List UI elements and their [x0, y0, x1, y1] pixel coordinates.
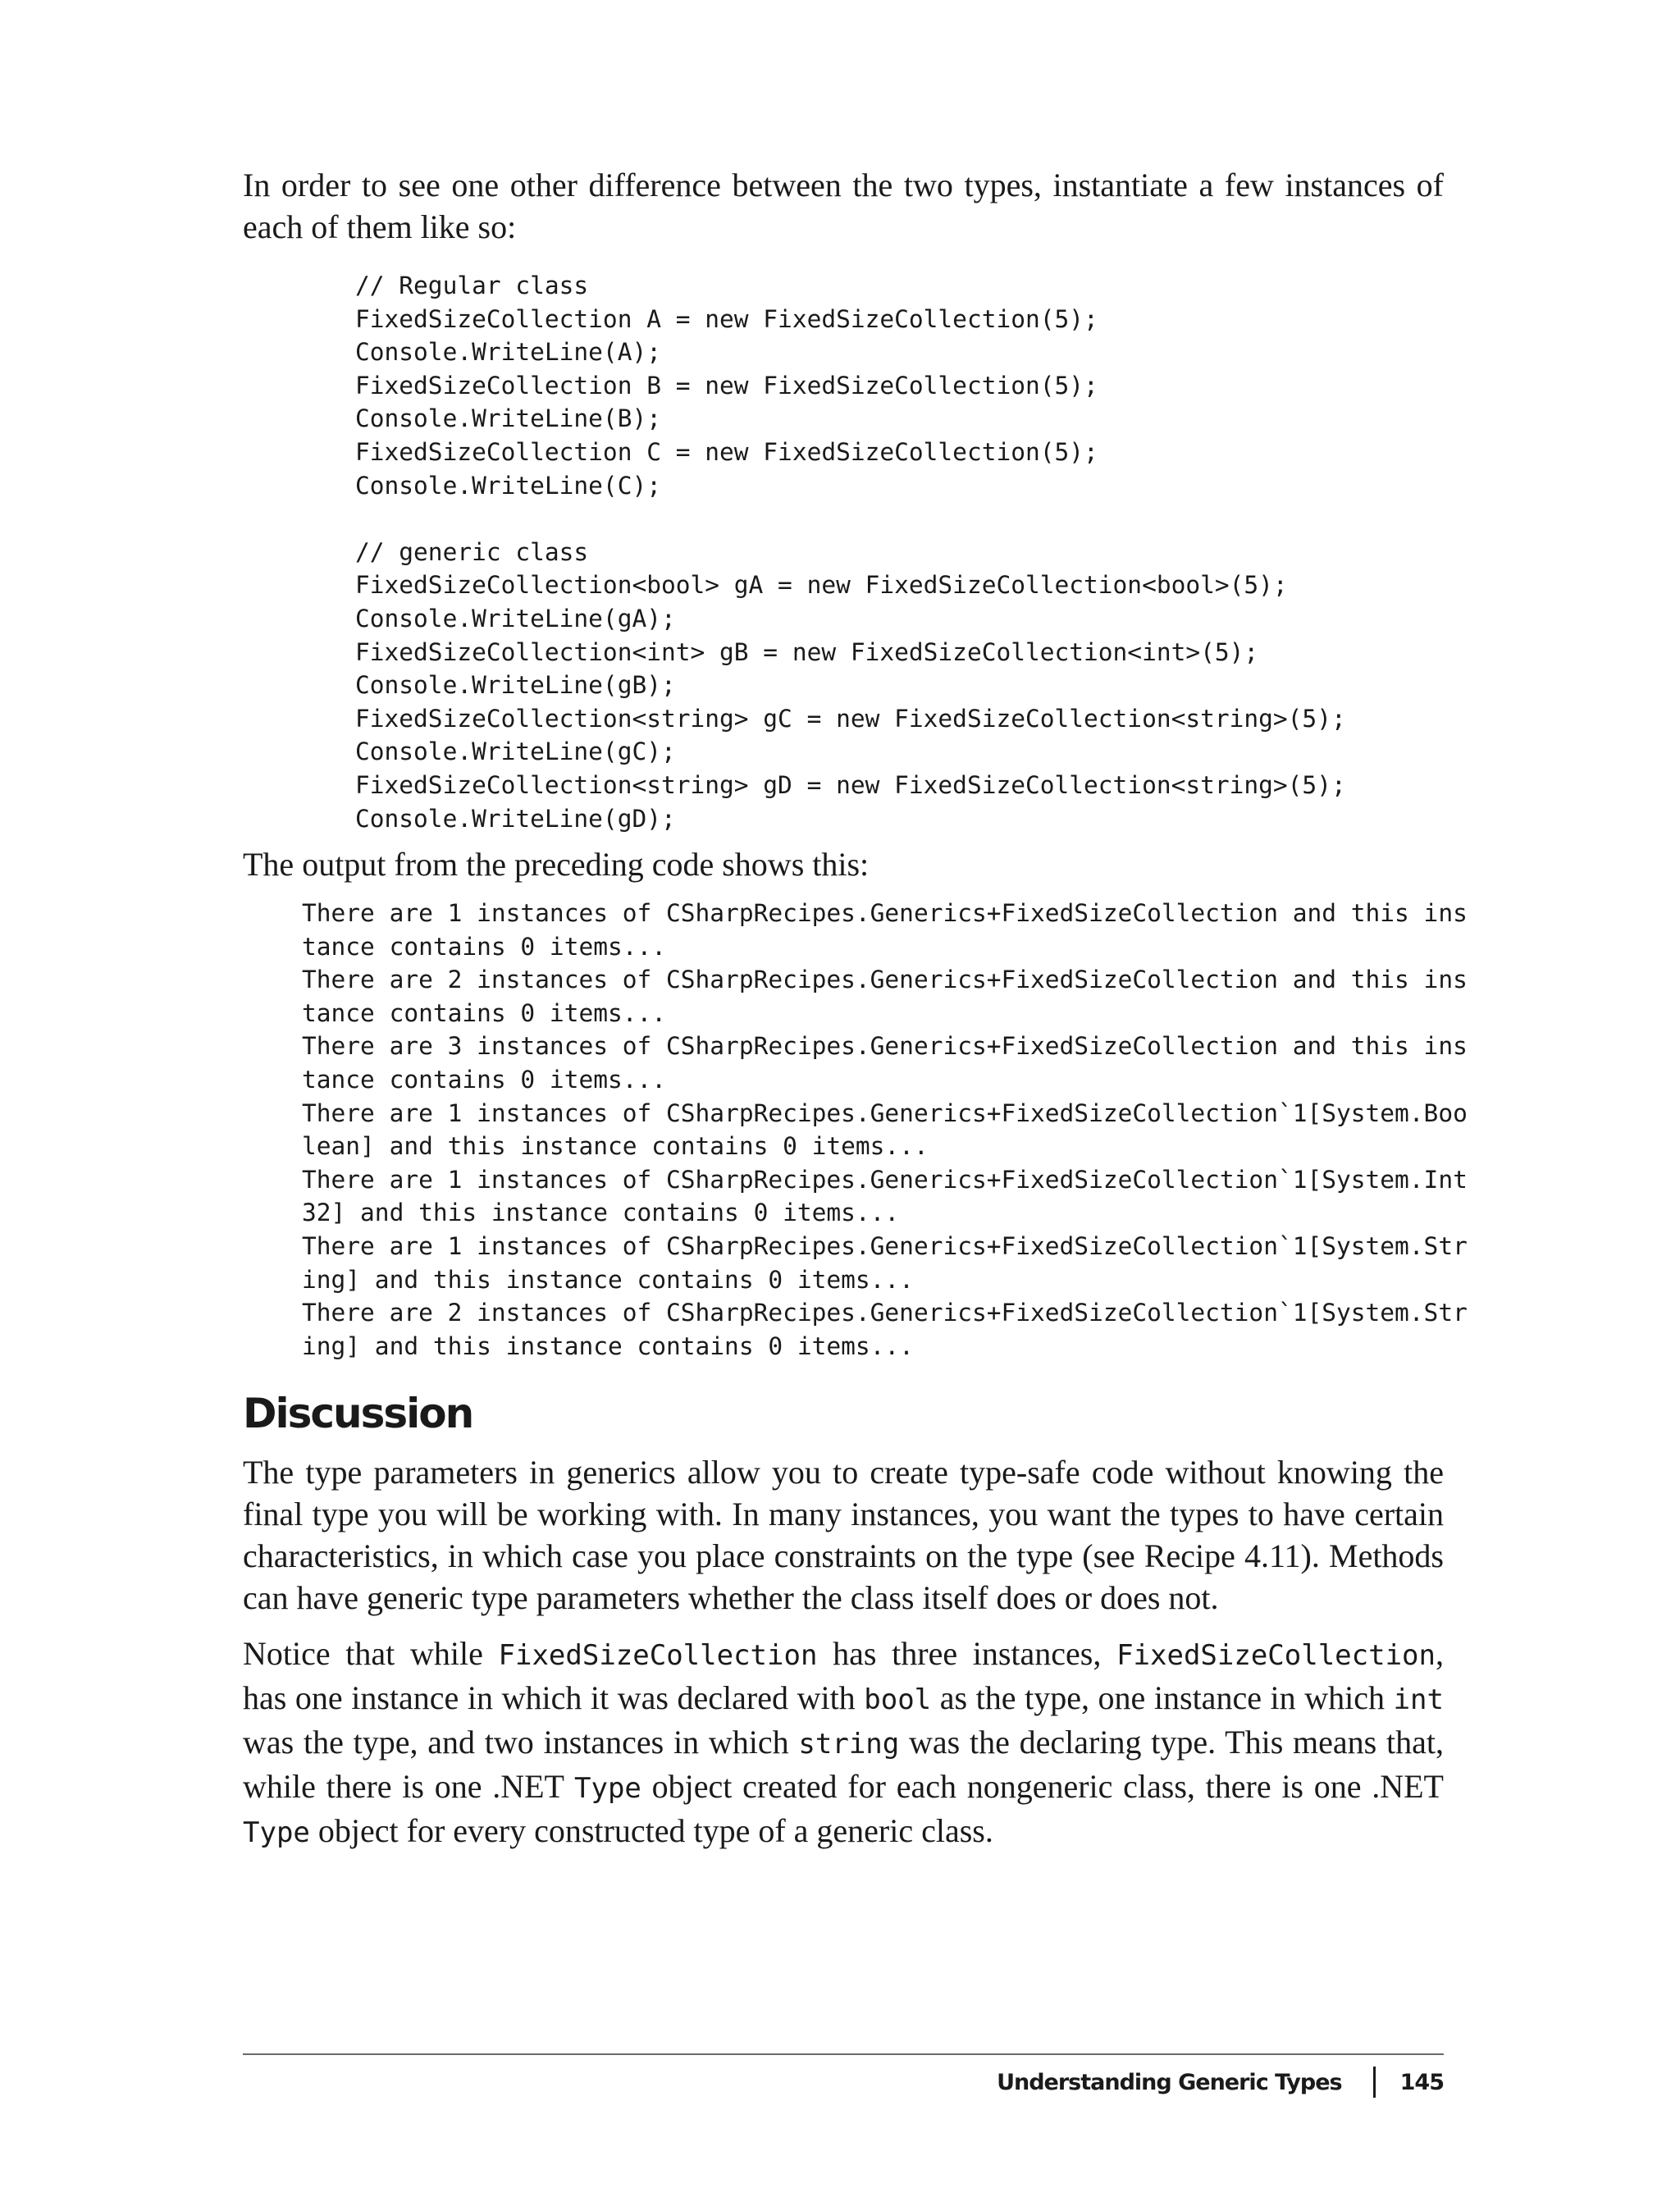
- output-line: There are 1 instances of CSharpRecipes.Generics+FixedSizeCollection and this ins: [302, 899, 1468, 928]
- output-line: There are 2 instances of CSharpRecipes.Generics+FixedSizeCollection`1[System.Str: [302, 1299, 1468, 1327]
- page-body: [243, 164, 1468, 1854]
- output-line: There are 3 instances of CSharpRecipes.Generics+FixedSizeCollection and this ins: [302, 1032, 1468, 1061]
- code-line: Console.WriteLine(C);: [355, 471, 661, 500]
- intro-paragraph: In order to see one other difference between the two types, instantiate a few instances of each of them like so:: [243, 167, 1444, 245]
- code-line: [355, 502, 1444, 536]
- code-line: Console.WriteLine(gD);: [355, 804, 676, 833]
- text-run: Notice that while: [243, 1635, 499, 1673]
- code-listing: [355, 269, 1444, 835]
- output-line: tance contains 0 items...: [302, 932, 667, 961]
- text-run: was the declaring type. This means that, while there is one .NET: [243, 1724, 1445, 1806]
- output-line: ing] and this instance contains 0 items...: [302, 1331, 914, 1360]
- discussion-paragraph-2: [243, 1633, 1444, 1854]
- text-run: object for every constructed type of a generic class.: [309, 1812, 993, 1850]
- chapter-title: Understanding Generic Types: [997, 2069, 1342, 2095]
- page-number: 145: [1399, 2069, 1444, 2095]
- code-line: FixedSizeCollection<int> gB = new FixedSizeCollection<int>(5);: [355, 637, 1259, 666]
- text-run: object created for each nongeneric class, there is one .NET: [641, 1768, 1444, 1806]
- inline-code: int: [1393, 1683, 1444, 1717]
- text-run: as the type, one instance in which: [931, 1679, 1394, 1717]
- output-line: There are 1 instances of CSharpRecipes.Generics+FixedSizeCollection`1[System.Int: [302, 1165, 1468, 1194]
- code-line: Console.WriteLine(gB);: [355, 671, 676, 700]
- code-line: Console.WriteLine(gC);: [355, 738, 676, 766]
- output-line: lean] and this instance contains 0 items...: [302, 1132, 929, 1161]
- code-line: Console.WriteLine(A);: [355, 338, 661, 367]
- text-run: was the type, and two instances in which: [243, 1724, 799, 1761]
- code-line: // generic class: [355, 537, 589, 566]
- output-line: There are 1 instances of CSharpRecipes.Generics+FixedSizeCollection`1[System.Boo: [302, 1098, 1468, 1127]
- running-footer: [997, 2067, 1444, 2098]
- output-line: There are 2 instances of CSharpRecipes.Generics+FixedSizeCollection and this ins: [302, 966, 1468, 994]
- text-run: , has one instance in which it was declared with: [243, 1635, 1444, 1717]
- discussion-paragraph-1: The type parameters in generics allow you to create type-safe code without knowing the final type you will be working with. In many instances, you want the types to have certain characteristics, in which case you place constraints on the type (see Recipe 4.11). Methods can have generic type parameters whether the class itself does or does not.: [243, 1454, 1444, 1617]
- inline-code: Type: [243, 1816, 310, 1850]
- output-line: 32] and this instance contains 0 items...: [302, 1199, 900, 1227]
- code-line: // Regular class: [355, 272, 589, 299]
- inline-code: string: [798, 1728, 900, 1761]
- output-line: tance contains 0 items...: [302, 1066, 667, 1094]
- output-line: tance contains 0 items...: [302, 998, 667, 1027]
- text-run: has three instances,: [817, 1635, 1117, 1673]
- code-line: FixedSizeCollection C = new FixedSizeCollection(5);: [355, 437, 1098, 466]
- code-line: FixedSizeCollection A = new FixedSizeCollection(5);: [355, 304, 1098, 333]
- output-intro-paragraph: The output from the preceding code shows this:: [243, 846, 870, 884]
- page-footer: [243, 2053, 1444, 2095]
- inline-code: Type: [574, 1772, 641, 1806]
- output-listing: [302, 897, 1468, 1363]
- code-line: Console.WriteLine(B);: [355, 404, 661, 433]
- inline-code: bool: [864, 1683, 932, 1717]
- code-line: FixedSizeCollection B = new FixedSizeCollection(5);: [355, 371, 1098, 400]
- code-line: FixedSizeCollection<bool> gA = new FixedSizeCollection<bool>(5);: [355, 571, 1288, 600]
- output-line: There are 1 instances of CSharpRecipes.Generics+FixedSizeCollection`1[System.Str: [302, 1232, 1468, 1261]
- discussion-heading: Discussion: [243, 1390, 473, 1438]
- code-line: FixedSizeCollection<string> gC = new FixedSizeCollection<string>(5);: [355, 704, 1346, 733]
- footer-divider: [1373, 2067, 1376, 2098]
- code-line: Console.WriteLine(gA);: [355, 604, 676, 633]
- output-line: ing] and this instance contains 0 items...: [302, 1265, 914, 1294]
- inline-code: FixedSizeCollection: [498, 1639, 818, 1673]
- code-line: FixedSizeCollection<string> gD = new FixedSizeCollection<string>(5);: [355, 770, 1346, 799]
- inline-code: FixedSizeCollection: [1116, 1639, 1436, 1673]
